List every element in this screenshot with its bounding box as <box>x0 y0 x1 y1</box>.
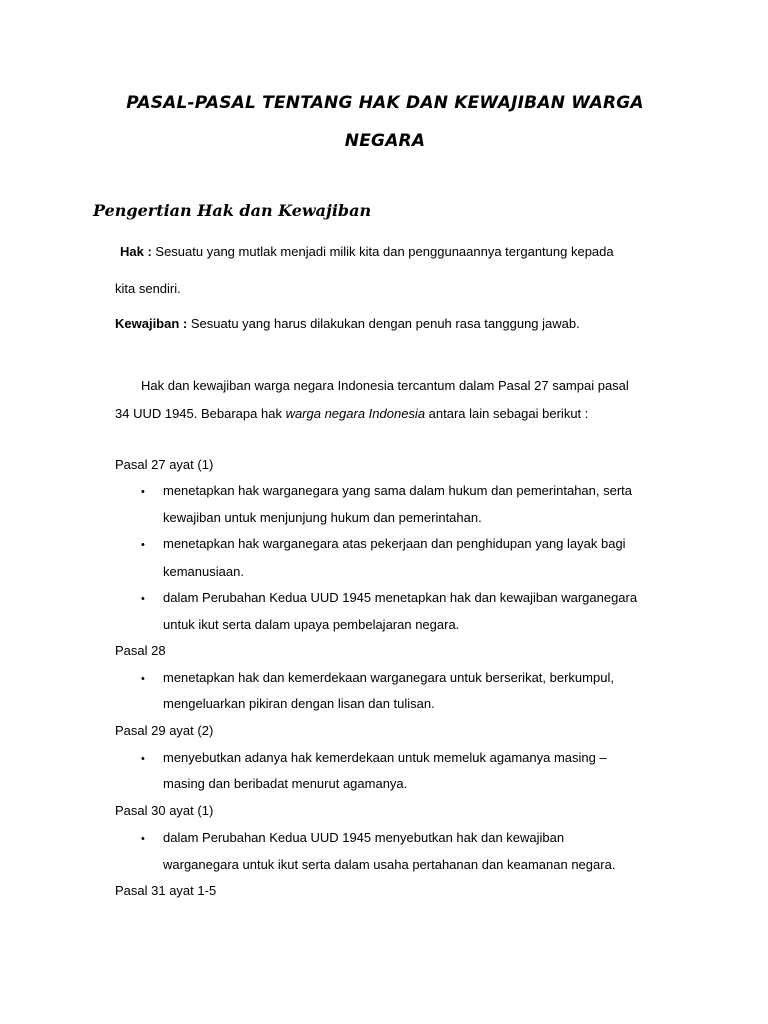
list-item-line: mengeluarkan pikiran dengan lisan dan tulisan. <box>163 696 435 711</box>
list-item-line: menyebutkan adanya hak kemerdekaan untuk memeluk agamanya masing – <box>163 750 607 765</box>
list-item-line: dalam Perubahan Kedua UUD 1945 menyebutkan hak dan kewajiban <box>163 830 565 845</box>
definition-hak-continued: kita sendiri. <box>115 281 181 296</box>
bullet-icon: • <box>141 593 145 605</box>
bullet-icon: • <box>141 486 145 498</box>
pasal-label: Pasal 28 <box>115 643 166 658</box>
bullet-icon: • <box>141 753 145 765</box>
document-title-line-1: PASAL-PASAL TENTANG HAK DAN KEWAJIBAN WARGA <box>126 93 644 113</box>
list-item-line: menetapkan hak warganegara yang sama dalam hukum dan pemerintahan, serta <box>163 483 633 498</box>
intro-line-2 <box>115 406 588 421</box>
intro-text-italic: warga negara Indonesia <box>285 406 426 421</box>
pasal-label: Pasal 27 ayat (1) <box>115 457 214 472</box>
term-hak: Hak : <box>120 244 152 259</box>
pasal-label: Pasal 31 ayat 1-5 <box>115 883 217 898</box>
pasal-label: Pasal 30 ayat (1) <box>115 803 214 818</box>
bullet-icon: • <box>141 833 145 845</box>
pasal-label: Pasal 29 ayat (2) <box>115 723 214 738</box>
definition-kewajiban-text: Sesuatu yang harus dilakukan dengan penuh rasa tanggung jawab. <box>187 316 580 331</box>
bullet-icon: • <box>141 673 145 685</box>
definition-hak-text: Sesuatu yang mutlak menjadi milik kita dan penggunaannya tergantung kepada <box>151 244 614 259</box>
bullet-icon: • <box>141 539 145 551</box>
term-kewajiban: Kewajiban : <box>115 316 188 331</box>
list-item-line: warganegara untuk ikut serta dalam usaha pertahanan dan keamanan negara. <box>163 857 616 872</box>
list-item-line: menetapkan hak warganegara atas pekerjaan dan penghidupan yang layak bagi <box>163 536 626 551</box>
list-item-line: kewajiban untuk menjunjung hukum dan pemerintahan. <box>163 510 482 525</box>
section-heading: Pengertian Hak dan Kewajiban <box>93 201 372 220</box>
list-item-line: untuk ikut serta dalam upaya pembelajaran negara. <box>163 617 460 632</box>
intro-text-b: antara lain sebagai berikut : <box>425 406 589 421</box>
intro-text-a: 34 UUD 1945. Bebarapa hak <box>115 406 286 421</box>
list-item-line: dalam Perubahan Kedua UUD 1945 menetapkan hak dan kewajiban warganegara <box>163 590 638 605</box>
document-title-line-2: NEGARA <box>344 131 426 151</box>
list-item-line: menetapkan hak dan kemerdekaan warganegara untuk berserikat, berkumpul, <box>163 670 614 685</box>
list-item-line: masing dan beribadat menurut agamanya. <box>163 776 408 791</box>
definition-kewajiban <box>115 316 580 331</box>
list-item-line: kemanusiaan. <box>163 564 244 579</box>
intro-line-1: Hak dan kewajiban warga negara Indonesia tercantum dalam Pasal 27 sampai pasal <box>141 378 629 393</box>
definition-hak <box>120 244 614 259</box>
